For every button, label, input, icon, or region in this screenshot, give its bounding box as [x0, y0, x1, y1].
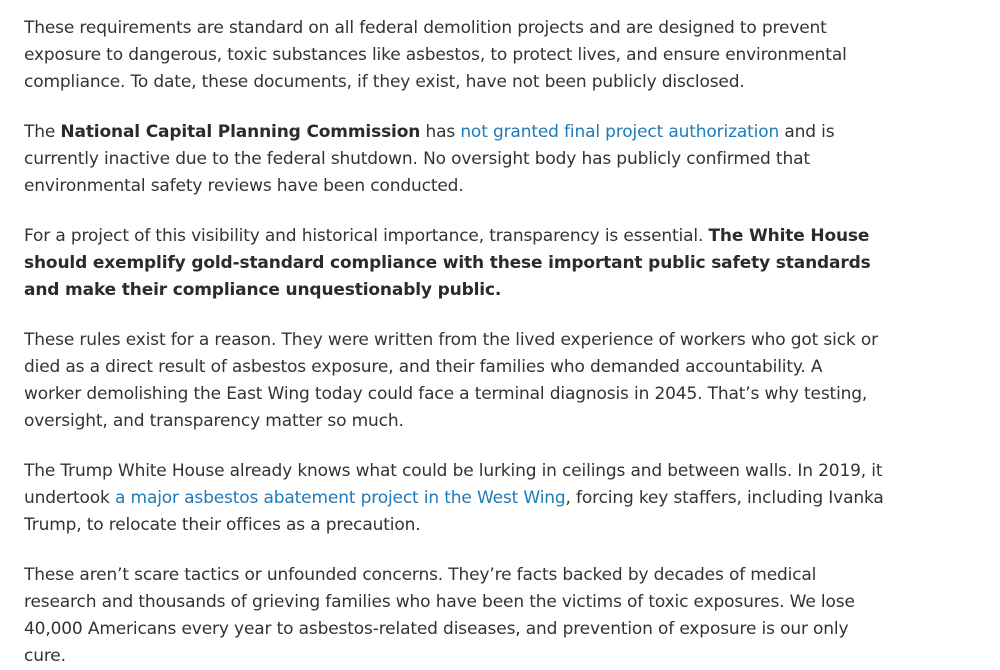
paragraph-west-wing — [24, 458, 884, 539]
paragraph-text: These requirements are standard on all federal demolition projects and are designed to prevent exposure to dangerous, toxic substances like asbestos, to protect lives, and ensure environmental compliance. To date, these documents, if they exist, have not been publicly disclosed. — [24, 18, 847, 92]
paragraph-rules-reason — [24, 327, 884, 435]
paragraph-text: and is currently inactive due to the federal shutdown. No oversight body has publicly confirmed that environmental safety reviews have been conducted. — [24, 122, 835, 196]
bold-ncpc: National Capital Planning Commission — [60, 122, 421, 142]
paragraph-facts — [24, 562, 884, 670]
paragraph-text: For a project of this visibility and historical importance, transparency is essential. — [24, 226, 709, 246]
paragraph-text: , forcing key staffers, including Ivanka Trump, to relocate their offices as a precaution. — [24, 488, 884, 535]
paragraph-text: The Trump White House already knows what could be lurking in ceilings and between walls. In 2019, it undertook — [24, 461, 883, 508]
link-not-granted-authorization[interactable]: not granted final project authorization — [460, 122, 780, 142]
paragraph-transparency — [24, 223, 884, 304]
paragraph-text: These aren’t scare tactics or unfounded concerns. They’re facts backed by decades of medical research and thousands of grieving families who have been the victims of toxic exposures. We lose 40,000 Americans every year to asbestos-related diseases, and prevention of exposure is our only cure. — [24, 565, 855, 666]
paragraph-text: These rules exist for a reason. They were written from the lived experience of workers who got sick or died as a direct result of asbestos exposure, and their families who demanded accountability. A worker demolishing the East Wing today could face a terminal diagnosis in 2045. That’s why testing, oversight, and transparency matter so much. — [24, 330, 878, 431]
paragraph-text: The — [24, 122, 61, 142]
bold-white-house-statement: The White House should exemplify gold-standard compliance with these important public safety standards and make their compliance unquestionably public. — [24, 226, 871, 300]
link-west-wing-abatement[interactable]: a major asbestos abatement project in the West Wing — [115, 488, 566, 508]
paragraph-ncpc — [24, 119, 884, 200]
paragraph-requirements — [24, 15, 884, 96]
paragraph-text: has — [420, 122, 461, 142]
